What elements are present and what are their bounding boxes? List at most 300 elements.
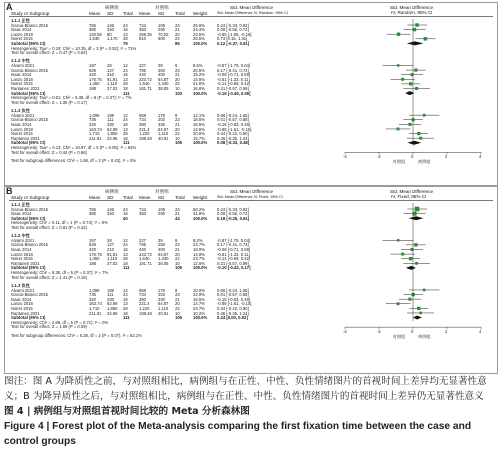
study-cell: 0.73 [0.15, 1.31] — [217, 36, 248, 42]
study-cell: 1,850 — [107, 305, 118, 311]
smd-column-title: Std. Mean Difference — [230, 189, 274, 194]
statistics-note: Test for overall effect: Z = 1.41 (P = 0.16) — [11, 274, 87, 280]
effect-square — [409, 257, 412, 260]
study-cell: 958 — [139, 287, 146, 293]
study-cell: 13 — [123, 31, 128, 37]
study-cell: 21 — [175, 296, 180, 302]
study-cell: 400 — [158, 72, 165, 78]
study-cell: 0.21 [-0.57, 0.99] — [217, 86, 249, 92]
subtotal-cell: 44 — [175, 215, 180, 221]
study-cell: 28 — [123, 131, 128, 137]
study-cell: 23 — [175, 292, 180, 298]
smd-column-title: Std. Mean Difference — [230, 5, 274, 10]
study-cell: Lanzo 2018 — [11, 251, 33, 257]
x-tick-label: -4 — [343, 329, 347, 335]
effect-square — [424, 37, 428, 41]
study-cell: Lanzo 2018 — [11, 31, 33, 37]
study-cell: Isaac 2014 — [11, 211, 32, 217]
study-cell: 28 — [123, 36, 128, 42]
study-cell: 64.87 — [158, 126, 169, 132]
study-cell: 20 — [175, 76, 180, 82]
subtotal-cell: 0.08 [-0.33, 0.48] — [217, 140, 250, 146]
case-group-header: 病例组 — [105, 5, 119, 10]
study-cell: 420 — [89, 72, 96, 78]
effect-square — [415, 23, 418, 26]
study-cell: 1,710 — [89, 131, 100, 137]
study-cell: 127 — [107, 67, 114, 73]
effect-square — [423, 114, 426, 117]
column-header: Mean — [139, 195, 151, 200]
x-tick-label: 4 — [479, 154, 482, 160]
x-tick-label: 2 — [445, 154, 448, 160]
study-cell: 223.72 — [139, 76, 152, 82]
study-cell: 330 — [107, 121, 114, 127]
study-cell: 198.48 — [139, 135, 152, 141]
column-header: Weight — [193, 11, 208, 16]
study-cell: Garcia-Blanco 2015 — [11, 117, 49, 123]
study-cell: 13 — [123, 76, 128, 82]
study-cell: 26.5% — [193, 36, 205, 42]
subtotal-cell: 100.0% — [193, 140, 208, 146]
statistics-note: Heterogeneity: Tau² = 0.13; Chi² = 10.97, df = 5 (P = 0.05); I² = 54% — [11, 144, 137, 150]
study-cell: 12 — [123, 112, 128, 118]
subgroup-heading: 1.1.2 中性 — [11, 233, 30, 239]
study-cell: 23.7% — [193, 305, 205, 311]
study-cell: 40.91 — [158, 135, 169, 141]
study-cell: 22 — [175, 81, 180, 87]
study-cell: 16 — [123, 247, 128, 253]
study-cell: 12.1% — [193, 112, 205, 118]
study-cell: 211.91 — [89, 310, 102, 316]
study-cell: Garcia-Blanco 2015 — [11, 292, 49, 298]
study-cell: 178 — [158, 287, 165, 293]
study-cell: 22 — [175, 36, 180, 42]
study-cell: 1,640 — [139, 256, 150, 262]
subtotal-cell: Subtotal (95% CI) — [11, 265, 46, 271]
study-cell: 1,099 — [89, 287, 100, 293]
subtotal-cell: 40 — [123, 215, 128, 221]
study-cell: Rantanen 2021 — [11, 86, 40, 92]
subtotal-cell: 100.0% — [193, 90, 208, 96]
study-cell: -0.85 [-1.55, -0.15] — [217, 31, 252, 37]
study-cell: 0.34 [-0.22, 0.90] — [217, 131, 249, 137]
subtotal-cell: 0.24 [0.00, 0.52] — [217, 315, 248, 321]
study-cell: 91.91 — [107, 76, 118, 82]
control-group-header: 对照组 — [155, 5, 169, 10]
study-cell: 14.5% — [193, 126, 205, 132]
study-cell: 290 — [158, 27, 165, 33]
subtotal-cell: 0.18 [-0.25, 0.61] — [217, 215, 250, 221]
study-cell: 22 — [175, 131, 180, 137]
subtotal-cell: 105 — [175, 140, 182, 146]
study-cell: Noiret 2015 — [11, 131, 33, 137]
study-cell: 420 — [89, 247, 96, 253]
study-cell: 64.87 — [158, 76, 169, 82]
study-cell: 380 — [89, 211, 96, 217]
study-cell: 350 — [139, 27, 146, 33]
study-cell: 227 — [139, 63, 146, 69]
subtotal-cell: 111 — [123, 140, 130, 146]
study-cell: 724 — [139, 206, 146, 212]
study-cell: 163.74 — [89, 301, 102, 307]
study-cell: 958 — [139, 112, 146, 118]
study-cell: -0.61 [-1.32, 0.11] — [217, 251, 250, 257]
study-cell: 202 — [158, 117, 165, 123]
study-cell: -0.06 [-0.71, 0.59] — [217, 72, 251, 78]
study-cell: 24 — [123, 117, 128, 123]
study-cell: 380 — [139, 296, 146, 302]
study-cell: Garcia-Blanco 2015 — [11, 206, 49, 212]
study-cell: 111 — [107, 117, 114, 123]
study-cell: 350 — [139, 211, 146, 217]
effect-square — [417, 307, 420, 310]
study-cell: 810 — [139, 36, 146, 42]
study-cell: 9 — [175, 63, 178, 69]
study-cell: 15.2% — [193, 72, 205, 78]
study-cell: 1,110 — [158, 305, 169, 311]
study-cell: 9 — [175, 237, 178, 243]
study-cell: 0.09 [-0.56, 0.74] — [217, 27, 249, 33]
x-tick-label: 0 — [411, 329, 414, 335]
study-cell: -0.14 [-0.69, 0.42] — [217, 256, 251, 262]
study-cell: 28 — [123, 305, 128, 311]
study-cell: 0.24 [-0.33, 0.82] — [217, 206, 249, 212]
statistics-note: Test for overall effect: Z = 0.47 (P = 0.64) — [11, 50, 87, 56]
statistics-note: Test for subgroup differences: Chi² = 5.28, df = 2 (P = 0.07), I² = 62.1% — [11, 332, 142, 338]
study-cell: 440 — [139, 247, 146, 253]
subtotal-cell: Subtotal (95% CI) — [11, 215, 46, 221]
study-cell: 24 — [123, 22, 128, 28]
study-cell: 320 — [89, 296, 96, 302]
study-cell: 105 — [158, 206, 165, 212]
plot-column-title: Std. Mean Difference — [390, 189, 434, 194]
statistics-note: Test for overall effect: Z = 1.30 (P = 0.17) — [11, 99, 87, 105]
forest-panel-b — [4, 186, 498, 374]
statistics-note: Heterogeneity: Tau² = 0.01; Chi² = 5.38, df = 5 (P = 0.37); I² = 7% — [11, 95, 132, 101]
study-cell: 24 — [123, 67, 128, 73]
subtotal-cell: 105 — [175, 315, 182, 321]
study-cell: 629 — [89, 67, 96, 73]
study-cell: 70.02 — [158, 31, 169, 37]
study-cell: 440 — [139, 72, 146, 78]
effect-square — [415, 262, 418, 265]
subtotal-cell: 86 — [175, 41, 180, 46]
study-cell: 1,110 — [158, 131, 169, 137]
study-cell: 9 — [175, 112, 178, 118]
pooled-diamond — [407, 141, 421, 145]
study-cell: 320 — [89, 121, 96, 127]
study-cell: 20 — [175, 301, 180, 307]
statistics-note: Heterogeneity: Chi² = 2.89, df = 5 (P = 0.71); I² = 0% — [11, 319, 109, 325]
study-cell: Lanzo 2018 — [11, 76, 33, 82]
study-cell: 23 — [175, 117, 180, 123]
study-cell: 21 — [175, 211, 180, 217]
study-cell: 1,170 — [107, 36, 118, 42]
study-cell: Isaac 2014 — [11, 72, 32, 78]
pooled-diamond — [406, 266, 416, 270]
study-cell: Isaac 2014 — [11, 247, 32, 253]
study-cell: 80 — [107, 31, 112, 37]
study-cell: 221.4 — [139, 301, 150, 307]
study-cell: 39 — [158, 237, 163, 243]
study-cell: 12 — [123, 63, 128, 69]
x-tick-label: -2 — [377, 154, 381, 160]
study-cell: 16.6% — [193, 86, 205, 92]
study-cell: 735 — [89, 117, 96, 123]
plot-column-subtitle: IV, Random, 95% CI — [391, 10, 433, 15]
study-cell: 188 — [89, 260, 96, 266]
axis-left-label: 对照组 — [392, 159, 406, 165]
study-cell: 1,440 — [158, 81, 169, 87]
study-cell: 111 — [107, 292, 114, 298]
panel-label: A — [6, 2, 13, 12]
subtotal-cell: Subtotal (95% CI) — [11, 41, 46, 46]
subgroup-heading: 1.1.2 中性 — [11, 58, 30, 64]
study-cell: 22 — [175, 305, 180, 311]
study-cell: 795 — [139, 242, 146, 248]
subtotal-cell: 0.12 [-0.37, 0.61] — [217, 41, 250, 46]
study-cell: Isaac 2014 — [11, 27, 32, 33]
study-cell: 181.71 — [139, 260, 152, 266]
study-cell: 21 — [175, 27, 180, 33]
column-header: Std. Mean Difference IV, Random, 95% CI — [217, 11, 288, 15]
x-tick-label: -2 — [377, 329, 381, 335]
study-cell: 0.17 [-0.41, 0.74] — [217, 67, 249, 73]
study-cell: -0.88 [-1.61, -0.15] — [217, 301, 252, 307]
plot-column-subtitle: IV, Fixed, 95% CI — [391, 194, 427, 199]
study-cell: 223.72 — [139, 251, 152, 257]
study-cell: 0.45 [-0.35, 1.24] — [217, 310, 249, 316]
study-cell: 0.24 [-0.33, 0.82] — [217, 22, 249, 28]
column-header: Std. Mean Difference IV, Fixed, 95% CI — [217, 195, 283, 199]
subtotal-cell: 100.0% — [193, 315, 208, 321]
x-tick-label: -4 — [343, 154, 347, 160]
effect-square — [419, 137, 422, 140]
study-cell: 24 — [123, 242, 128, 248]
effect-square — [408, 123, 411, 126]
study-cell: Alvarni 2021 — [11, 287, 35, 293]
pooled-diamond — [409, 216, 424, 220]
study-cell: 24 — [123, 292, 128, 298]
study-cell: 8.5% — [193, 63, 203, 69]
subtotal-cell: Subtotal (95% CI) — [11, 90, 46, 96]
column-header: Total — [123, 195, 133, 200]
study-cell: 28 — [123, 256, 128, 262]
study-cell: 188 — [89, 86, 96, 92]
study-cell: Isaac 2014 — [11, 296, 32, 302]
study-cell: 13 — [123, 251, 128, 257]
study-cell: Alvarni 2021 — [11, 112, 35, 118]
subgroup-heading: 1.1.3 负性 — [11, 282, 30, 288]
effect-square — [419, 312, 422, 315]
study-cell: 16 — [123, 27, 128, 33]
study-cell: 14.9% — [193, 251, 205, 257]
study-cell: Rantanen 2021 — [11, 260, 40, 266]
study-cell: 20 — [175, 251, 180, 257]
axis-right-label: 病例组 — [418, 159, 431, 165]
caption-note: 图注：图 A 为降质性之前，与对照组相比，病例组与在正性、中性、负性情绪图片的首视时间上差异均无显著性意义；B 为降异质性之后，与对照组相比，病例组与在正性、中性、负性情绪图片的首视时间上差异仍无显著性意义 — [4, 376, 487, 402]
study-cell: 20.6% — [193, 131, 205, 137]
column-header: Mean — [89, 195, 101, 200]
study-cell: Noiret 2015 — [11, 36, 33, 42]
column-header: SD — [158, 11, 165, 16]
study-cell: 16 — [123, 296, 128, 302]
study-cell: 181.71 — [139, 86, 152, 92]
study-cell: 18.0% — [193, 247, 205, 253]
subtotal-cell: 100.0% — [193, 41, 208, 46]
study-cell: Rantanen 2021 — [11, 135, 40, 141]
statistics-note: Heterogeneity: Chi² = 5.38, df = 5 (P = 0.37); I² = 7% — [11, 270, 109, 276]
column-header: Mean — [139, 11, 151, 16]
study-cell: 1,450 — [89, 81, 100, 87]
study-cell: 765 — [89, 22, 96, 28]
subtotal-cell: -0.10 [-0.42, 0.17] — [217, 265, 251, 271]
study-cell: 27.02 — [107, 86, 118, 92]
statistics-note: Test for subgroup differences: Chi² = 1.68, df = 2 (P = 0.43), I² = 0% — [11, 157, 137, 163]
column-header: Total — [175, 195, 185, 200]
study-cell: 629 — [89, 242, 96, 248]
study-cell: 25.6% — [193, 22, 205, 28]
study-cell: 0.66 [-0.24, 1.55] — [217, 287, 249, 293]
study-cell: 23.7% — [193, 256, 205, 262]
study-cell: 24.4% — [193, 27, 205, 33]
study-cell: 724 — [139, 22, 146, 28]
study-cell: -0.06 [-0.71, 0.59] — [217, 247, 251, 253]
control-group-header: 对照组 — [155, 189, 169, 194]
study-cell: 1,220 — [139, 305, 150, 311]
study-cell: Lanzo 2018 — [11, 126, 33, 132]
subtotal-cell: 100.0% — [193, 215, 208, 221]
effect-square — [397, 302, 400, 305]
study-cell: 140.56 — [89, 31, 102, 37]
study-cell: 22.7% — [193, 242, 205, 248]
study-cell: 199 — [107, 287, 114, 293]
study-cell: 24.95 — [107, 135, 118, 141]
effect-square — [415, 207, 420, 212]
study-cell: 250 — [158, 242, 165, 248]
study-cell: 1,710 — [89, 305, 100, 311]
study-cell: 0.66 [-0.24, 1.55] — [217, 112, 249, 118]
pooled-diamond — [407, 41, 424, 45]
study-cell: 0.17 [-0.41, 0.74] — [217, 242, 249, 248]
study-cell: 199 — [107, 112, 114, 118]
study-cell: 14.7% — [193, 301, 205, 307]
subtotal-cell: 100.0% — [193, 265, 208, 271]
statistics-note: Heterogeneity: Chi² = 0.11, df = 1 (P = 0.74); I² = 0% — [11, 220, 108, 226]
study-cell: 21 — [175, 247, 180, 253]
study-cell: 21 — [175, 121, 180, 127]
effect-square — [397, 239, 399, 241]
column-header: Study or Subgroup — [11, 11, 50, 16]
column-header: Weight — [193, 195, 208, 200]
effect-square — [401, 253, 404, 256]
study-cell: 1,850 — [107, 131, 118, 137]
figure-caption — [4, 374, 496, 449]
study-cell: 0.01 [-0.57, 0.58] — [217, 117, 249, 123]
study-cell: 10 — [175, 86, 180, 92]
study-cell: 16 — [123, 121, 128, 127]
study-cell: 8.2% — [193, 237, 203, 243]
study-cell: 163.74 — [89, 126, 102, 132]
x-tick-label: 4 — [479, 329, 482, 335]
study-cell: 0.45 [-0.35, 1.24] — [217, 135, 249, 141]
subtotal-cell: 105 — [175, 265, 182, 271]
study-cell: 12.5% — [193, 260, 205, 266]
study-cell: Garcia-Blanco 2015 — [11, 242, 49, 248]
study-cell: Alvarni 2021 — [11, 237, 35, 243]
study-cell: 16.5% — [193, 121, 205, 127]
study-cell: 18 — [123, 310, 128, 316]
study-cell: 211.91 — [89, 135, 102, 141]
effect-square — [415, 87, 418, 90]
study-cell: 340 — [107, 27, 114, 33]
study-cell: 10 — [175, 310, 180, 316]
study-cell: 127 — [107, 242, 114, 248]
subgroup-heading: 1.1.3 负性 — [11, 108, 30, 114]
column-header: Total — [175, 11, 185, 16]
study-cell: 18 — [123, 260, 128, 266]
effect-square — [397, 128, 400, 131]
statistics-note: Test for overall effect: Z = 0.44 (P = 0.66) — [11, 149, 87, 155]
subtotal-cell: 75 — [123, 41, 128, 46]
study-cell: 10.0% — [193, 287, 205, 293]
study-cell: Rantanen 2021 — [11, 310, 40, 316]
study-cell: 330 — [107, 296, 114, 302]
study-cell: 13 — [123, 301, 128, 307]
axis-left-label: 对照组 — [392, 334, 406, 340]
study-cell: 62.99 — [107, 126, 118, 132]
study-cell: 23 — [175, 67, 180, 73]
column-header: Mean — [89, 11, 101, 16]
study-cell: 290 — [158, 211, 165, 217]
plot-column-title: Std. Mean Difference — [390, 5, 434, 10]
study-cell: 330 — [158, 121, 165, 127]
study-cell: 227 — [139, 237, 146, 243]
effect-square — [408, 298, 411, 301]
study-cell: 22 — [175, 256, 180, 262]
study-cell: 41.8% — [193, 211, 205, 217]
study-cell: 23 — [175, 242, 180, 248]
subgroup-heading: 1.1.1 正性 — [11, 18, 30, 23]
study-cell: 380 — [89, 27, 96, 33]
effect-square — [414, 243, 417, 246]
study-cell: 600 — [158, 36, 165, 42]
statistics-note: Test for overall effect: Z = 1.69 (P = 0.09) — [11, 324, 87, 330]
study-cell: Noiret 2015 — [11, 256, 33, 262]
effect-square — [409, 82, 412, 85]
study-cell: 16 — [123, 211, 128, 217]
effect-square — [397, 64, 400, 67]
study-cell: 176.75 — [89, 251, 102, 257]
study-cell: 91.91 — [107, 251, 118, 257]
study-cell: 795 — [139, 67, 146, 73]
statistics-note: Heterogeneity: Tau² = 0.19; Chi² = 10.35, df = 3 (P = 0.02); I² = 71% — [11, 45, 137, 51]
study-cell: 1,440 — [158, 256, 169, 262]
study-cell: 0.01 [-0.57, 0.58] — [217, 292, 249, 298]
study-cell: 23.5% — [193, 31, 205, 37]
column-header: SD — [107, 11, 114, 16]
study-cell: 20 — [175, 126, 180, 132]
subtotal-cell: -0.19 [-0.46, 0.09] — [217, 90, 251, 96]
x-tick-label: 2 — [445, 329, 448, 335]
effect-square — [414, 68, 417, 71]
study-cell: 15.7% — [193, 135, 205, 141]
study-cell: 38.05 — [158, 86, 169, 92]
study-cell: -0.88 [-1.61, -0.15] — [217, 126, 252, 132]
effect-square — [413, 28, 416, 31]
subtotal-cell: 111 — [123, 90, 130, 96]
study-cell: 198.48 — [139, 310, 152, 316]
